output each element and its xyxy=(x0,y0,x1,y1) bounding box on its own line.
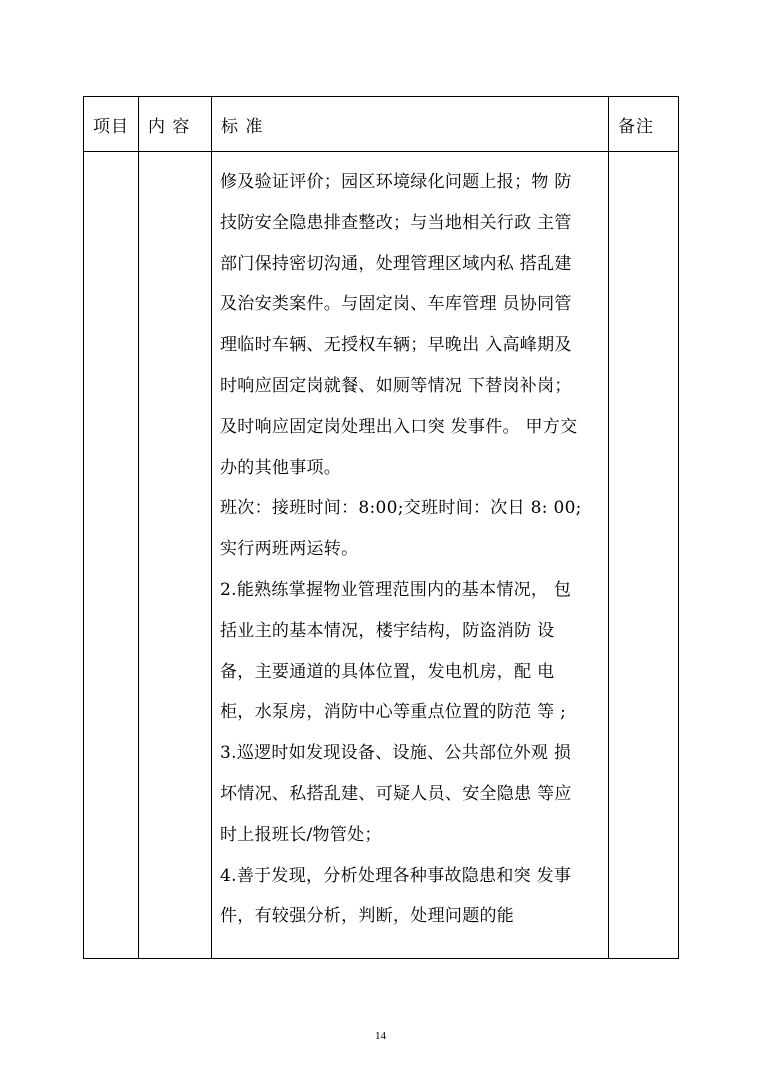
standard-line: 理临时车辆、无授权车辆；早晚出 入高峰期及 xyxy=(220,335,572,356)
standard-line: 班次：接班时间：8:00;交班时间：次日 8: 00; xyxy=(220,498,582,519)
standard-line: 修及验证评价；园区环境绿化问题上报；物 防 xyxy=(220,172,572,192)
standard-line: 4.善于发现，分析处理各种事故隐患和突 发事 xyxy=(220,865,572,886)
standard-line: 括业主的基本情况，楼宇结构，防盗消防 设 xyxy=(220,620,555,641)
standard-line: 坏情况、私搭乱建、可疑人员、安全隐患 等应 xyxy=(220,783,572,804)
content-cell xyxy=(139,152,212,959)
standard-line: 时响应固定岗就餐、如厕等情况 下替岗补岗； xyxy=(220,375,572,396)
header-standard: 标 准 xyxy=(212,97,609,152)
standard-line: 3.巡逻时如发现设备、设施、公共部位外观 损 xyxy=(220,743,572,764)
standard-line: 部门保持密切沟通，处理管理区域内私 搭乱建 xyxy=(220,253,572,274)
standard-line: 2.能熟练掌握物业管理范围内的基本情况， 包 xyxy=(220,579,572,600)
header-content: 内 容 xyxy=(139,97,212,152)
header-project: 项目 xyxy=(84,97,139,152)
standard-line: 技防安全隐患排查整改；与当地相关行政 主管 xyxy=(220,212,572,233)
standard-line: 实行两班两运转。 xyxy=(220,539,359,560)
standard-line: 及时响应固定岗处理出入口突 发事件。 甲方交 xyxy=(220,416,578,437)
page-number: 14 xyxy=(375,1030,386,1042)
standard-line: 及治安类案件。与固定岗、车库管理 员协同管 xyxy=(220,294,572,315)
standard-line: 柜，水泵房，消防中心等重点位置的防范 等 ; xyxy=(220,702,567,723)
standard-line: 时上报班长/物管处； xyxy=(220,824,382,845)
standards-table xyxy=(83,96,679,959)
standard-line: 备，主要通道的具体位置，发电机房，配 电 xyxy=(220,661,555,682)
table-header-row xyxy=(84,97,679,152)
header-note: 备注 xyxy=(609,97,679,152)
standard-line: 办的其他事项。 xyxy=(220,457,342,478)
note-cell xyxy=(609,152,679,959)
project-cell xyxy=(84,152,139,959)
standard-line: 件，有较强分析，判断，处理问题的能 xyxy=(220,906,515,927)
table-row xyxy=(84,152,679,959)
standard-cell xyxy=(212,152,609,959)
